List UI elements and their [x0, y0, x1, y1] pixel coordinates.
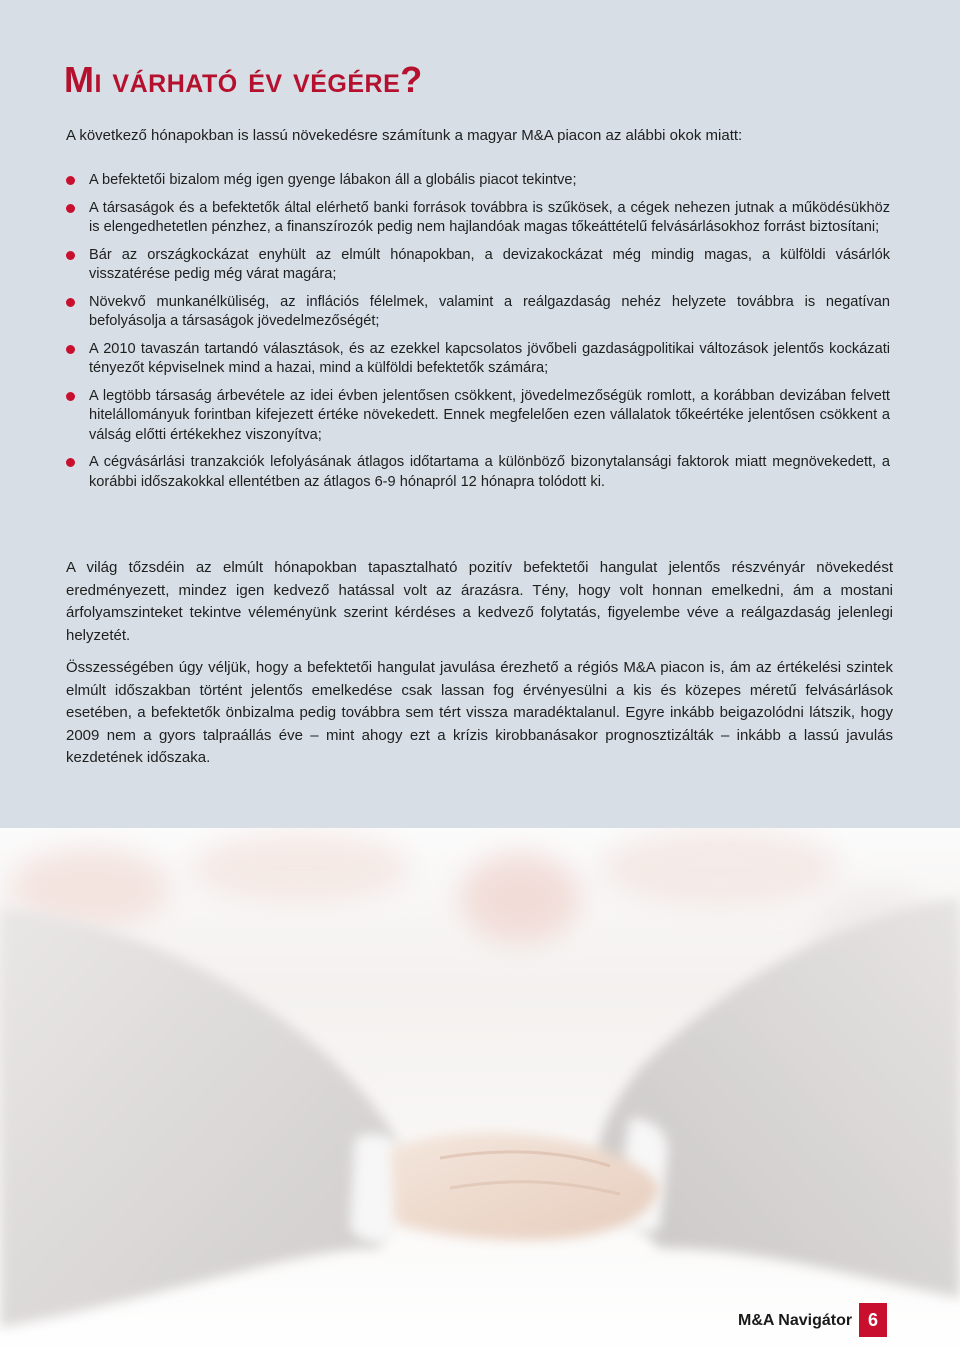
list-item: [66, 293, 890, 332]
bullet-dot-icon: [66, 345, 75, 354]
list-item-text: Bár az országkockázat enyhült az elmúlt hónapokban, a devizakockázat még mindig magas, a külföldi vásárlók visszatérése pedig még várat magára;: [89, 246, 890, 282]
paragraph-market: A világ tőzsdéin az elmúlt hónapokban tapasztalható pozitív befektetői hangulat jelentős részvényár növekedést eredményezett, mindez igen kedvező hatással volt az árazásra. Tény, hogy volt honnan emelkedni, ám a mostani árfolyamszinteket tekintve véleményünk szerint kérdéses a kedvező folytatás, figyelembe véve a reálgazdaság jelenlegi helyzetét.: [66, 559, 893, 644]
list-item-text: A cégvásárlási tranzakciók lefolyásának átlagos időtartama a különböző bizonytalansági faktorok miatt megnövekedett, a korábbi időszakokkal ellentétben az átlagos 6-9 hónapról 12 hónapra tolódott ki.: [89, 454, 890, 490]
list-item: [66, 453, 890, 492]
handshake-photo: [0, 828, 960, 1358]
list-item: [66, 246, 890, 285]
page-number: 6: [867, 1309, 878, 1330]
bullet-dot-icon: [66, 458, 75, 467]
bullet-dot-icon: [66, 204, 75, 213]
bullet-dot-icon: [66, 176, 75, 185]
list-item: [66, 340, 890, 379]
list-item: [66, 171, 890, 191]
list-item: [66, 387, 890, 446]
bullet-dot-icon: [66, 298, 75, 307]
list-item-text: A 2010 tavaszán tartandó választások, és az ezekkel kapcsolatos jövőbeli gazdaságpolitikai változások jelentős kockázati tényezőt képviselnek mind a hazai, mind a külföldi befektetők számára;: [89, 340, 890, 376]
intro-text: A következő hónapokban is lassú növekedésre számítunk a magyar M&A piacon az alábbi okok miatt:: [66, 127, 743, 144]
handshake-image: [0, 828, 960, 1358]
paragraph-summary: Összességében úgy véljük, hogy a befektetői hangulat javulása érezhető a régiós M&A piacon is, ám az értékelési szintek elmúlt időszakban történt jelentős emelkedése csak lassan fog érvényesülni a kis és közepes méretű felvásárlások esetében, a befektetők önbizalma pedig továbbra sem tért vissza maradéktalanul. Egyre inkább beigazolódni látszik, hogy 2009 nem a gyors talpraállás éve – mint ahogy ezt a krízis kirobbanásakor prognosztizálták – inkább a lassú javulás kezdetének időszaka.: [66, 659, 893, 767]
page-title: Mi várható év végére?: [64, 59, 423, 100]
publication-name: M&A Navigátor: [738, 1312, 853, 1329]
list-item-text: Növekvő munkanélküliség, az inflációs félelmek, valamint a reálgazdaság nehéz helyzete továbbra is negatívan befolyásolja a társaságok jövedelmezőségét;: [89, 293, 890, 329]
list-item-text: A befektetői bizalom még igen gyenge lábakon áll a globális piacot tekintve;: [89, 172, 577, 188]
list-item: [66, 199, 890, 238]
bullet-dot-icon: [66, 251, 75, 260]
page-number-badge: [859, 1303, 887, 1337]
list-item-text: A legtöbb társaság árbevétele az idei évben jelentősen csökkent, jövedelmezőségük romlott, a korábban devizában felvett hitelállományuk forintban kifejezett értéke növekedett. Ennek megfelelően ezen vállalatok tőkeértéke jelentősen csökkent a válság előtti értékekhez viszonyítva;: [89, 387, 890, 443]
list-item-text: A társaságok és a befektetők által elérhető banki források továbbra is szűkösek, a cégek nehezen jutnak a működésükhöz is elengedhetetlen pénzhez, a finanszírozók pedig nem hajlandóak magas tőkeáttételű felvásárlásokhoz forrást biztosítani;: [89, 199, 890, 235]
bullet-dot-icon: [66, 392, 75, 401]
reasons-list: [66, 171, 890, 500]
